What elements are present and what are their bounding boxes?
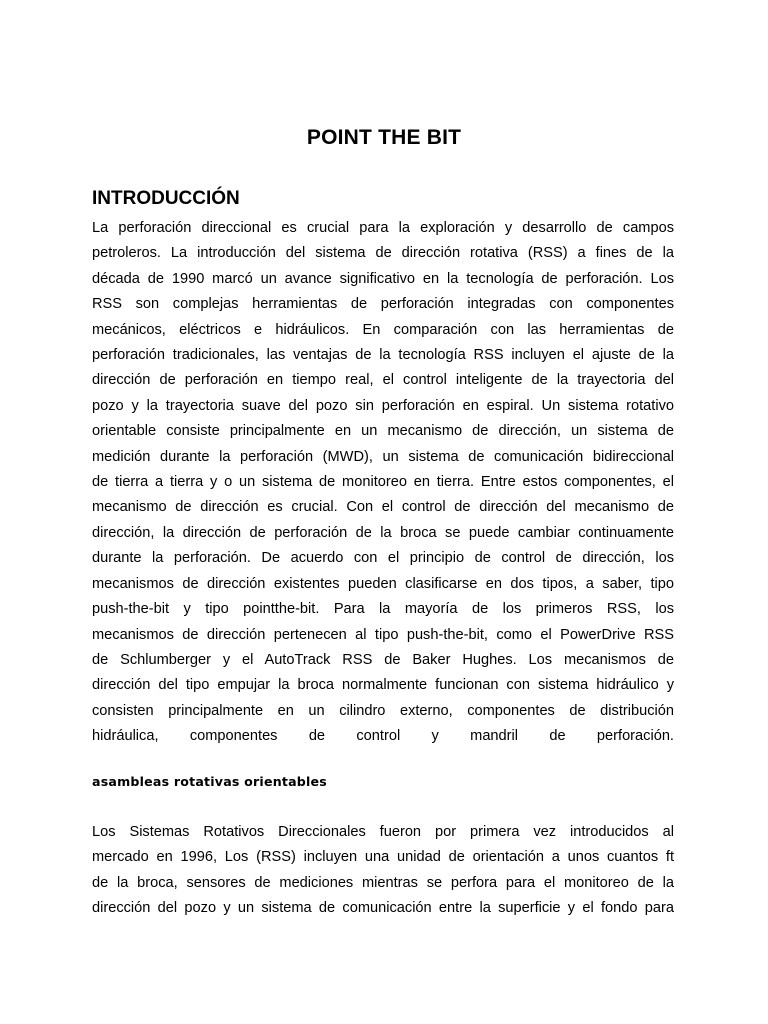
paragraph-line: dirección del tipo empujar la broca normalmente funcionan con sistema hidráulico y — [92, 677, 674, 694]
paragraph-line: orientable consiste principalmente en un mecanismo de dirección, un sistema de — [92, 423, 674, 440]
paragraph-line: La perforación direccional es crucial para la exploración y desarrollo de campos — [92, 220, 674, 236]
paragraph-line: dirección del pozo y un sistema de comunicación entre la superficie y el fondo para — [92, 900, 674, 917]
paragraph-line: mercado en 1996, Los (RSS) incluyen una unidad de orientación a unos cuantos ft — [92, 849, 674, 866]
paragraph-line: mecanismo de dirección es crucial. Con el control de dirección del mecanismo de — [92, 499, 674, 516]
paragraph-introduction — [92, 216, 674, 750]
paragraph-line: petroleros. La introducción del sistema de dirección rotativa (RSS) a fines de la — [92, 245, 674, 262]
paragraph-line: dirección de perforación en tiempo real, el control inteligente de la trayectoria del — [92, 372, 674, 389]
paragraph-line: mecánicos, eléctricos e hidráulicos. En comparación con las herramientas de — [92, 321, 674, 338]
paragraph-rss — [92, 820, 674, 922]
paragraph-line: de tierra a tierra y o un sistema de monitoreo en tierra. Entre estos componentes, el — [92, 474, 674, 491]
paragraph-line: dirección, la dirección de perforación de la broca se puede cambiar continuamente — [92, 524, 674, 541]
paragraph-line: RSS son complejas herramientas de perforación integradas con componentes — [92, 296, 674, 313]
paragraph-line: push-the-bit y tipo pointthe-bit. Para la mayoría de los primeros RSS, los — [92, 601, 674, 618]
paragraph-line: de la broca, sensores de mediciones mientras se perfora para el monitoreo de la — [92, 874, 674, 891]
paragraph-line: mecanismos de dirección existentes pueden clasificarse en dos tipos, a saber, tipo — [92, 575, 674, 592]
subheading: asambleas rotativas orientables — [92, 774, 327, 789]
paragraph-line: pozo y la trayectoria suave del pozo sin perforación en espiral. Un sistema rotativo — [92, 397, 674, 414]
paragraph-line: mecanismos de dirección pertenecen al tipo push-the-bit, como el PowerDrive RSS — [92, 626, 674, 643]
section-heading: INTRODUCCIÓN — [92, 188, 240, 209]
paragraph-line: hidráulica, componentes de control y mandril de perforación. — [92, 728, 674, 745]
paragraph-line: Los Sistemas Rotativos Direccionales fueron por primera vez introducidos al — [92, 824, 674, 840]
document-title: POINT THE BIT — [306, 126, 462, 149]
paragraph-line: perforación tradicionales, las ventajas de la tecnología RSS incluyen el ajuste de la — [92, 347, 674, 364]
paragraph-line: durante la perforación. De acuerdo con el principio de control de dirección, los — [92, 550, 674, 567]
paragraph-line: década de 1990 marcó un avance significativo en la tecnología de perforación. Los — [92, 270, 674, 287]
paragraph-line: medición durante la perforación (MWD), un sistema de comunicación bidireccional — [92, 448, 674, 465]
paragraph-line: de Schlumberger y el AutoTrack RSS de Baker Hughes. Los mecanismos de — [92, 651, 674, 668]
paragraph-line: consisten principalmente en un cilindro externo, componentes de distribución — [92, 702, 674, 719]
